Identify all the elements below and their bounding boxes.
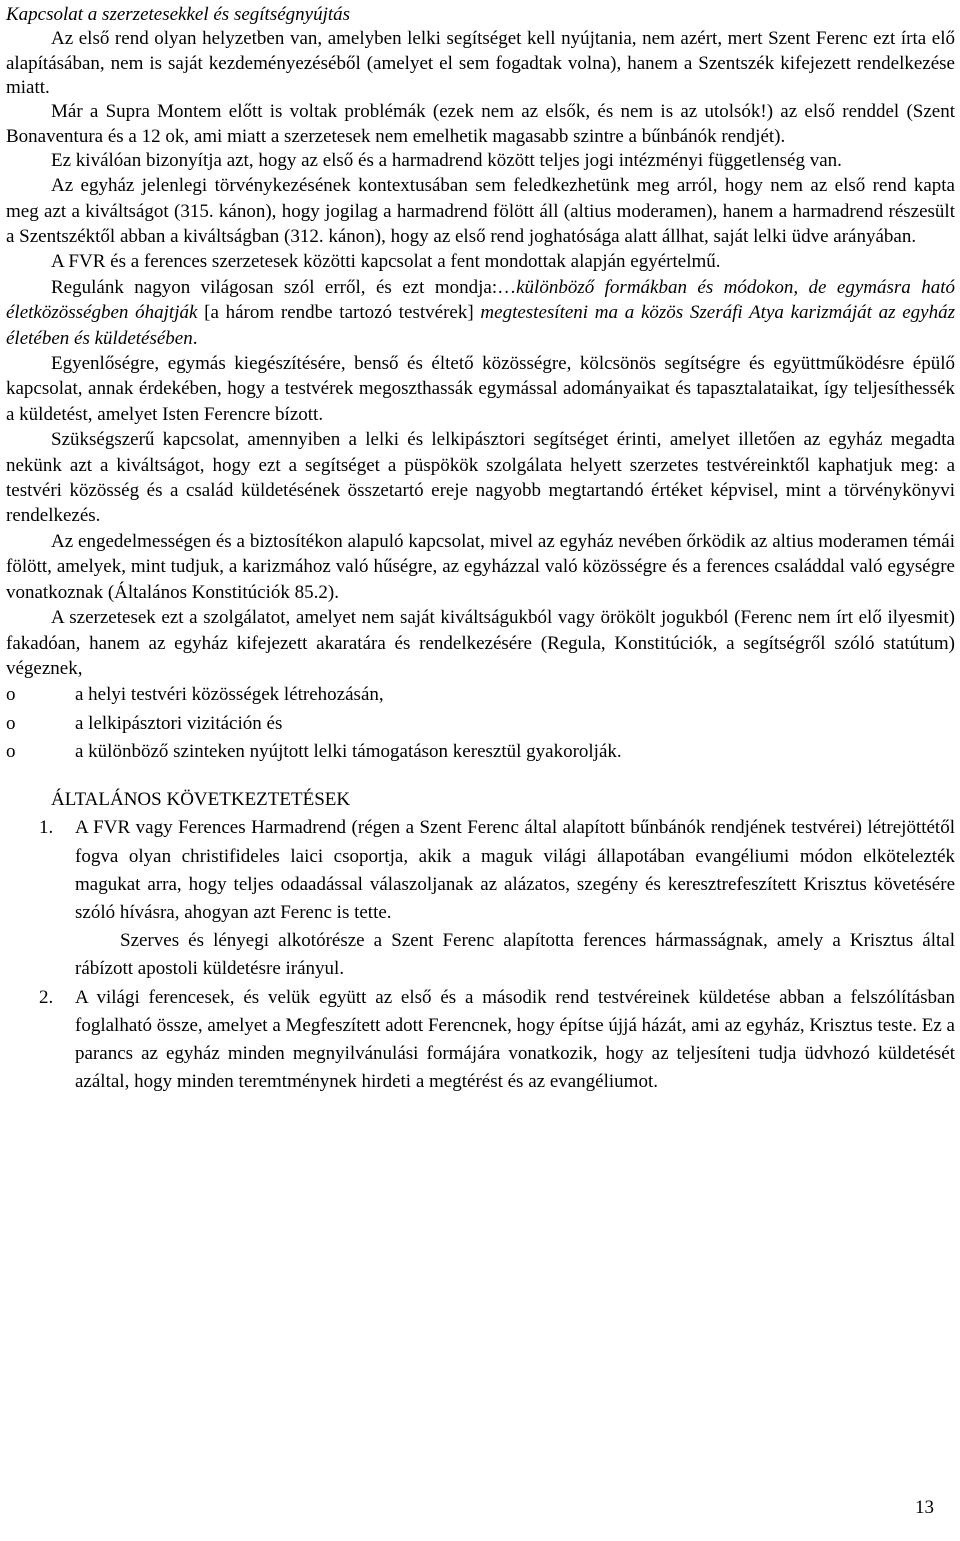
list-item-text: A világi ferencesek, és velük együtt az első és a második rend testvéreinek küldetése abban a felszólításban foglalható össze, amelyet a Megfeszített adott Ferencnek, hogy építse újjá házát, ami az egyház, Krisztus teste. Ez a parancs az egyház minden megnyilvánulási formájára vonatkozik, hogy az teljesíteni tudja üdvhozó küldetését azáltal, hogy minden teremtménynek hirdeti a megtérést és az evangéliumot. xyxy=(75,986,955,1093)
section-title: Kapcsolat a szerzetesekkel és segítségnyújtás xyxy=(6,4,351,25)
bullet-marker: o xyxy=(6,684,16,706)
list-item xyxy=(6,814,955,983)
conclusions-heading: ÁLTALÁNOS KÖVETKEZTETÉSEK xyxy=(51,788,351,810)
list-item xyxy=(6,738,955,767)
document-page xyxy=(6,2,955,1096)
paragraph: Már a Supra Montem előtt is voltak problémák (ezek nem az elsők, és nem is az utolsók!) az első renddel (Szent Bonaventura és a 12 ok, ami miatt a szerzetesek nem emelhetik magasabb szintre a bűnbánók rendjét). xyxy=(6,101,955,147)
list-item xyxy=(6,710,955,739)
quote-end: . xyxy=(192,327,198,349)
quote-italic-2: megtestesíteni ma a közös Szeráfi Atya karizmáját az egyház életében és küldetésében xyxy=(6,302,955,349)
paragraph: Az egyház jelenlegi törvénykezésének kontextusában sem feledkezhetünk meg arról, hogy nem az első rend kapta meg azt a kiváltságot (315. kánon), hogy jogilag a harmadrend fölött áll (altius moderamen), hanem a harmadrend részesült a Szentszéktől abban a kiváltságban (312. kánon), hogy az első rend joghatósága alatt állhat, saját lelki üdve arányában. xyxy=(6,175,955,247)
paragraph: A szerzetesek ezt a szolgálatot, amelyet nem saját kiváltságukból vagy örökölt jogukból (Ferenc nem írt elő ilyesmit) fakadóan, hanem az egyház kifejezett akaratára és rendelkezésére (Regula, Konstitúciók, a segítségről szóló statútum) végeznek, xyxy=(6,607,955,679)
quote-intro: Regulánk nagyon világosan szól erről, és ezt mondja:… xyxy=(51,276,517,298)
paragraph: Ez kiválóan bizonyítja azt, hogy az első és a harmadrend között teljes jogi intézményi függetlenség van. xyxy=(51,149,842,171)
list-item-subparagraph: Szerves és lényegi alkotórésze a Szent Ferenc alapította ferences hármasságnak, amely a Krisztus által rábízott apostoli küldetésre irányul. xyxy=(75,930,955,980)
quote-italic-1: különböző formákban és módokon, de egymásra ható életközösségben óhajtják xyxy=(6,276,955,324)
quote-bracket: [a három rendbe tartozó testvérek] xyxy=(197,302,481,324)
list-item xyxy=(6,681,955,710)
paragraph: Az első rend olyan helyzetben van, amelyben lelki segítséget kell nyújtania, nem azért, mert Szent Ferenc ezt írta elő alapításában, nem is saját kezdeményezéséből (amelyet el sem fogadtak volna), hanem a Szentszék kifejezett rendelkezése miatt. xyxy=(6,28,955,98)
list-item-text: a lelkipásztori vizitáción és xyxy=(75,712,283,734)
bullet-marker: o xyxy=(6,741,16,763)
list-number: 1. xyxy=(39,817,54,839)
page-number: 13 xyxy=(915,1497,934,1518)
conclusions-list xyxy=(6,814,955,1096)
paragraph: Az engedelmességen és a biztosítékon alapuló kapcsolat, mivel az egyház nevében őrködik az altius moderamen témái fölött, amelyek, mint tudjuk, a karizmához való hűségre, az egyházzal való közösségre és a ferences családdal való egységre vonatkoznak (Általános Konstitúciók 85.2). xyxy=(6,530,955,603)
list-number: 2. xyxy=(39,986,54,1008)
paragraph: A FVR és a ferences szerzetesek közötti kapcsolat a fent mondottak alapján egyértelmű. xyxy=(51,251,721,273)
list-item xyxy=(6,984,955,1097)
list-item-text: a helyi testvéri közösségek létrehozásán, xyxy=(75,684,384,706)
bullet-list xyxy=(6,681,955,767)
bullet-marker: o xyxy=(6,712,16,734)
intro-block xyxy=(6,27,955,173)
paragraph-rule-quote xyxy=(6,275,955,351)
list-item-text: a különböző szinteken nyújtott lelki támogatáson keresztül gyakorolják. xyxy=(75,741,622,763)
paragraph: Szükségszerű kapcsolat, amennyiben a lelki és lelkipásztori segítséget érinti, amelyet illetően az egyház megadta nekünk azt a kiváltságot, hogy ezt a segítséget a püspökök szolgálata helyett szerzetes testvéreinktől kaphatjuk meg: a testvéri közösség és a család küldetésének összetartó ereje nagyobb megtartandó értéket képvisel, mint a törvénykönyvi rendelkezés. xyxy=(6,429,955,527)
list-item-text: A FVR vagy Ferences Harmadrend (régen a Szent Ferenc által alapított bűnbánók rendjének testvérei) létrejöttétől fogva olyan christifideles laici csoportja, akik a maguk világi állapotában evangéliumi módon elkötelezték magukat arra, hogy teljes odaadással válaszoljanak az alázatos, szegény és keresztrefeszített Krisztus követésére szóló hívásra, ahogyan azt Ferenc is tette. xyxy=(75,817,955,923)
paragraph: Egyenlőségre, egymás kiegészítésére, benső és éltető közösségre, kölcsönös segítségre és együttműködésre épülő kapcsolat, annak érdekében, hogy a testvérek megoszthassák egymással adományaikat és tapasztalataikat, így teljesíthessék a küldetést, amelyet Isten Ferencre bízott. xyxy=(6,353,955,425)
